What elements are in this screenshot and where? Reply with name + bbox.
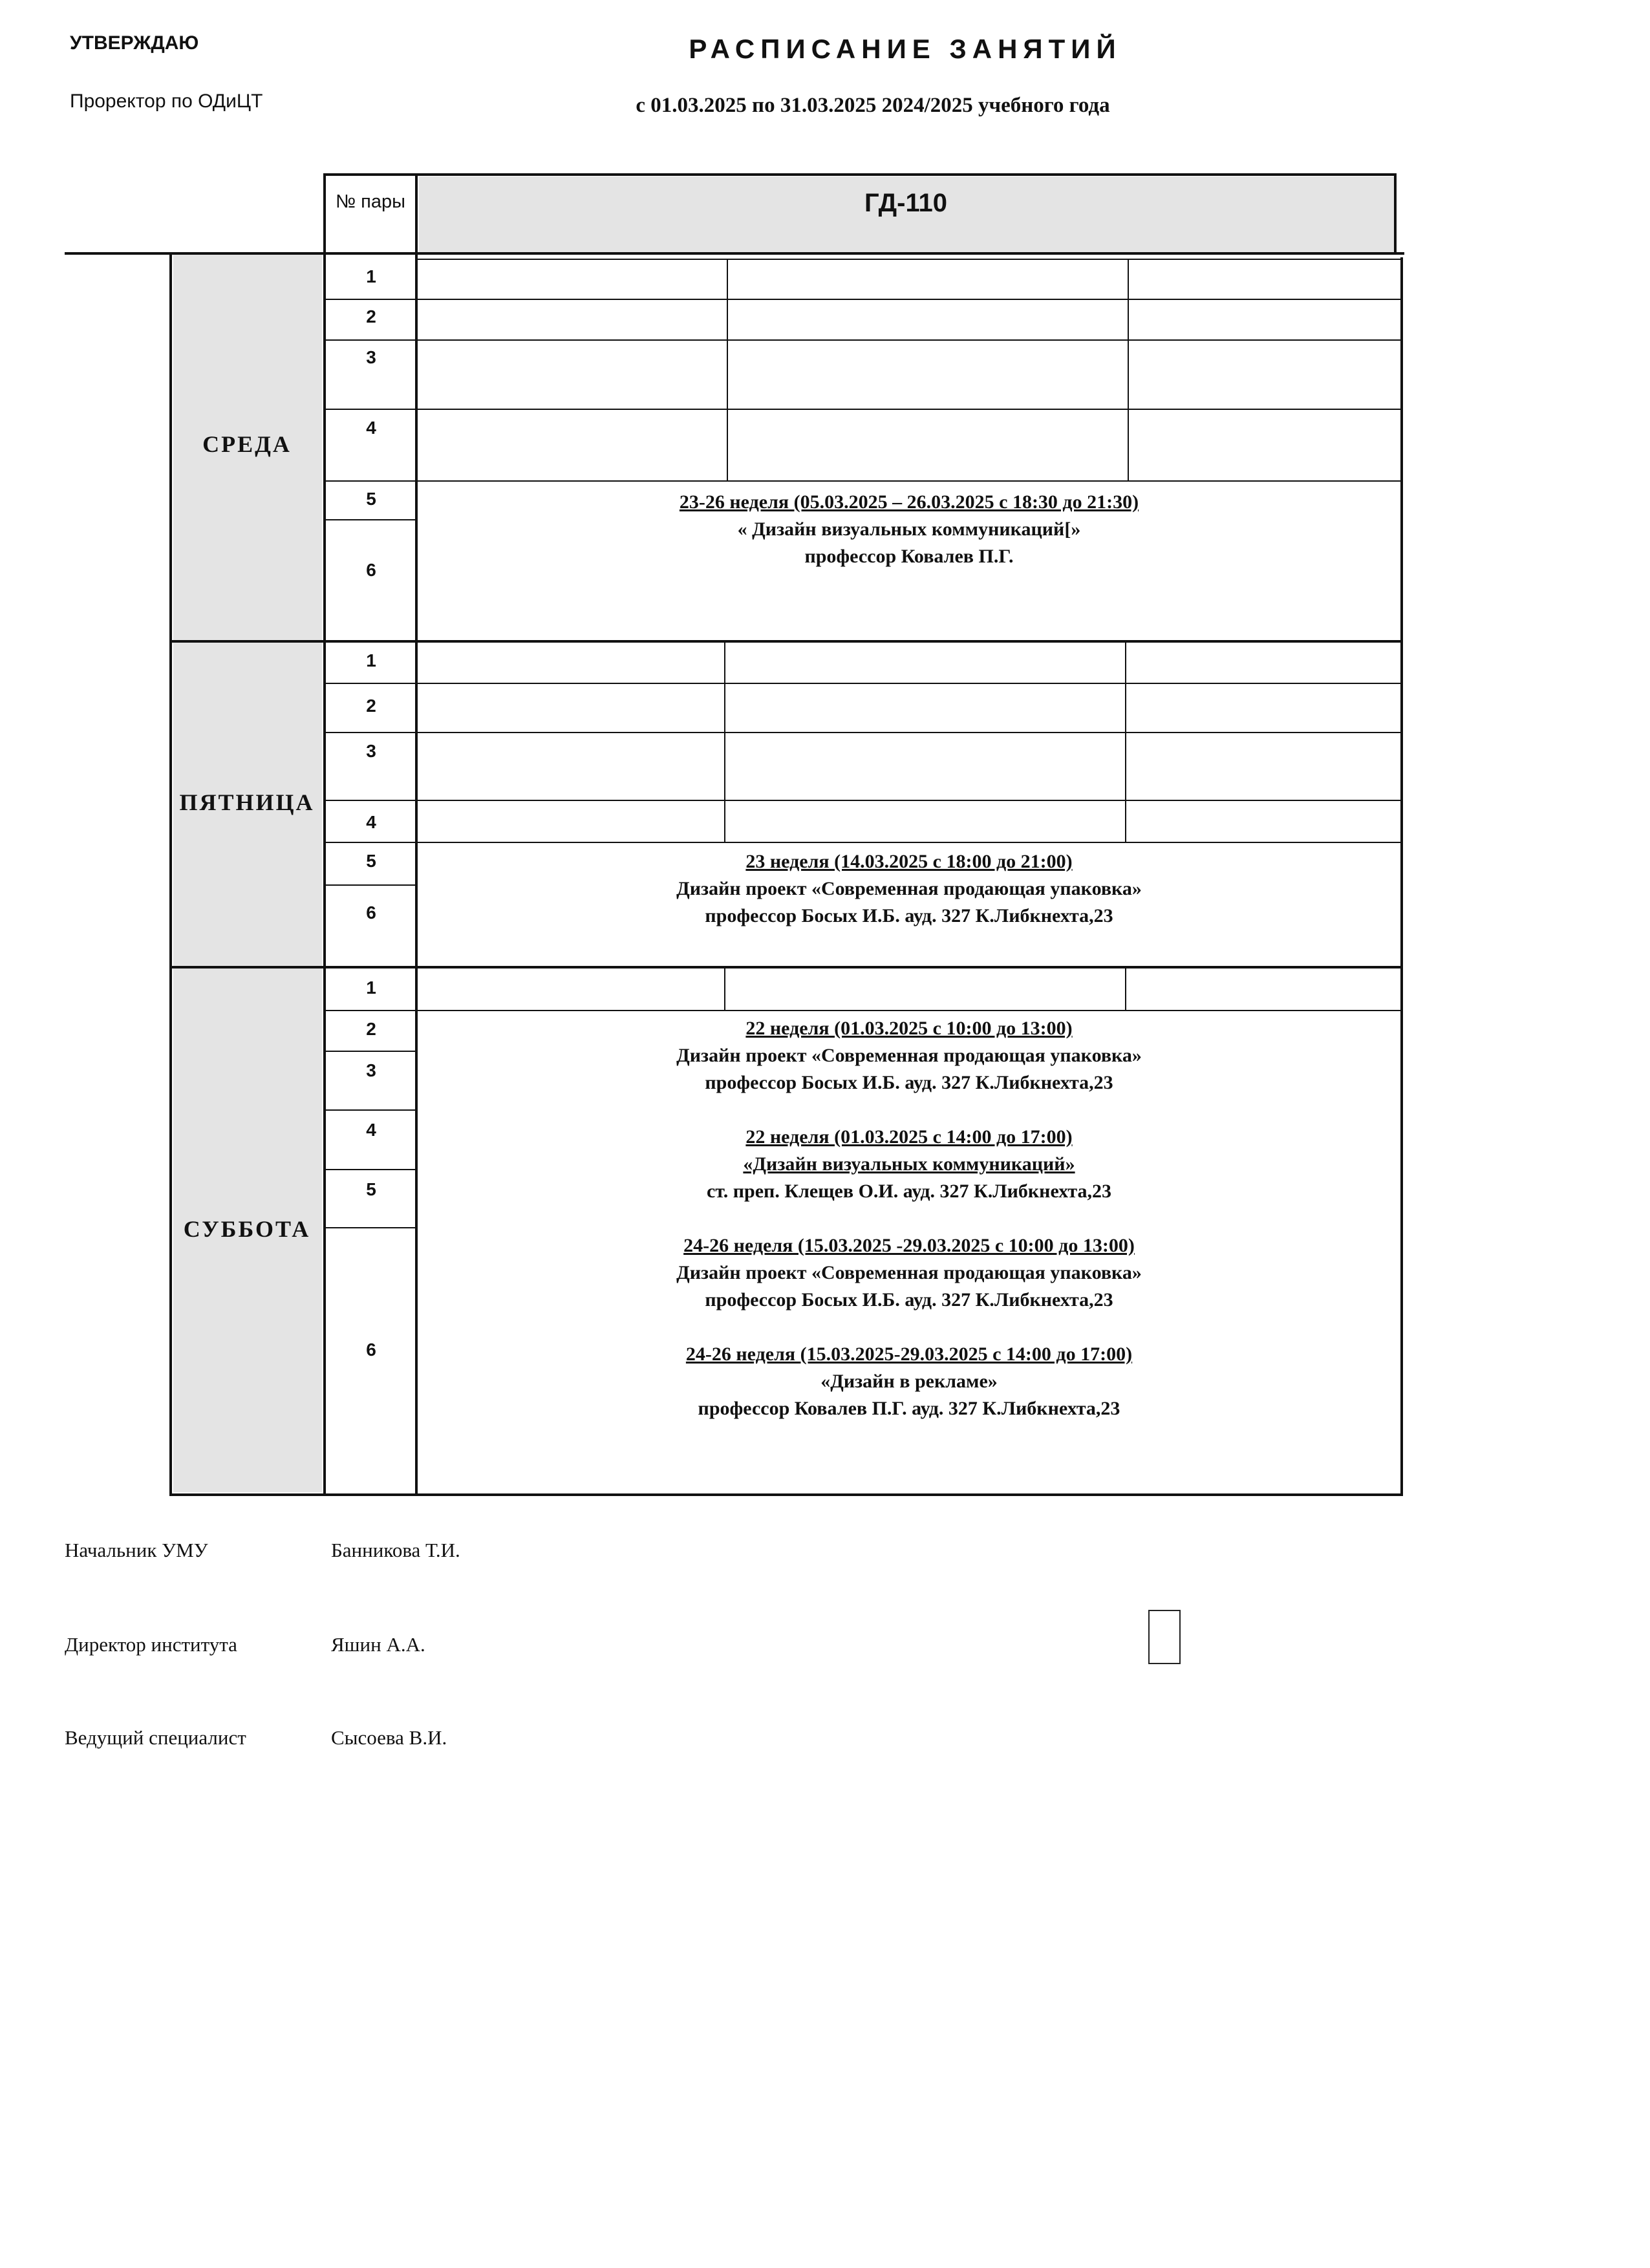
page-title: РАСПИСАНИЕ ЗАНЯТИЙ bbox=[689, 34, 1122, 64]
class-weeks: 22 неделя (01.03.2025 с 10:00 до 13:00) bbox=[745, 1018, 1073, 1039]
table-rule bbox=[323, 339, 1402, 341]
class-teacher: профессор Босых И.Б. ауд. 327 К.Либкнехта,23 bbox=[705, 1072, 1113, 1093]
class-subject: Дизайн проект «Современная продающая упаковка» bbox=[676, 1262, 1142, 1283]
pair-number: 3 bbox=[366, 347, 376, 367]
pair-number: 2 bbox=[366, 1019, 376, 1039]
pair-number: 6 bbox=[366, 1340, 376, 1360]
table-rule bbox=[323, 1010, 1402, 1011]
class-teacher: профессор Босых И.Б. ауд. 327 К.Либкнехта,23 bbox=[705, 1289, 1113, 1311]
table-rule bbox=[323, 480, 1402, 482]
table-rule bbox=[323, 173, 326, 1496]
pair-number: 4 bbox=[366, 418, 376, 438]
wednesday-class-block bbox=[418, 489, 1400, 570]
table-rule bbox=[1128, 259, 1129, 481]
table-rule bbox=[1394, 173, 1397, 255]
signature-role: Начальник УМУ bbox=[65, 1539, 208, 1561]
pair-number: 5 bbox=[366, 851, 376, 871]
approver-position: Проректор по ОДиЦТ bbox=[70, 91, 263, 112]
table-rule bbox=[415, 259, 1402, 260]
table-rule bbox=[323, 1169, 416, 1170]
pair-number: 1 bbox=[366, 266, 376, 286]
class-teacher: профессор Ковалев П.Г. ауд. 327 К.Либкнехта,23 bbox=[698, 1398, 1120, 1419]
class-weeks: 24-26 неделя (15.03.2025-29.03.2025 с 14:00 до 17:00) bbox=[685, 1343, 1133, 1365]
table-rule bbox=[1125, 643, 1126, 843]
class-weeks: 24-26 неделя (15.03.2025 -29.03.2025 с 10:00 до 13:00) bbox=[683, 1235, 1135, 1256]
class-subject: Дизайн проект «Современная продающая упаковка» bbox=[676, 878, 1142, 899]
group-name: ГД-110 bbox=[864, 189, 948, 217]
class-subject: «Дизайн в рекламе» bbox=[820, 1371, 998, 1392]
friday-class-block bbox=[418, 848, 1400, 930]
pair-number: 1 bbox=[366, 978, 376, 998]
signature-name: Банникова Т.И. bbox=[331, 1539, 460, 1561]
class-subject: « Дизайн визуальных коммуникаций[» bbox=[737, 519, 1081, 540]
table-rule bbox=[169, 640, 1403, 643]
signature-name: Сысоева В.И. bbox=[331, 1726, 447, 1749]
table-rule bbox=[169, 966, 1403, 968]
class-teacher: ст. преп. Клещев О.И. ауд. 327 К.Либкнехта,23 bbox=[706, 1181, 1112, 1202]
class-subject: «Дизайн визуальных коммуникаций» bbox=[743, 1153, 1075, 1175]
pair-number: 5 bbox=[366, 1179, 376, 1199]
table-rule bbox=[1400, 257, 1403, 1496]
table-rule bbox=[323, 800, 1402, 801]
table-rule bbox=[65, 252, 1404, 255]
class-teacher: профессор Босых И.Б. ауд. 327 К.Либкнехта,23 bbox=[705, 905, 1113, 926]
table-rule bbox=[323, 842, 1402, 843]
table-rule bbox=[323, 1109, 416, 1111]
class-weeks: 22 неделя (01.03.2025 с 14:00 до 17:00) bbox=[745, 1126, 1073, 1148]
signature-name: Яшин А.А. bbox=[331, 1633, 425, 1656]
table-rule bbox=[323, 1051, 416, 1052]
day-saturday: СУББОТА bbox=[183, 1216, 311, 1242]
table-rule bbox=[323, 409, 1402, 410]
table-rule bbox=[323, 299, 1402, 300]
table-rule bbox=[169, 1493, 1403, 1496]
table-rule bbox=[1125, 968, 1126, 1010]
class-weeks: 23 неделя (14.03.2025 с 18:00 до 21:00) bbox=[745, 851, 1073, 872]
table-rule bbox=[724, 968, 725, 1010]
pair-number: 4 bbox=[366, 812, 376, 832]
pair-number: 3 bbox=[366, 741, 376, 761]
table-rule bbox=[724, 643, 725, 843]
table-rule bbox=[323, 519, 416, 520]
pair-number: 6 bbox=[366, 903, 376, 923]
signature-role: Ведущий специалист bbox=[65, 1726, 246, 1749]
table-rule bbox=[727, 259, 728, 481]
pair-number: 3 bbox=[366, 1060, 376, 1080]
approval-label: УТВЕРЖДАЮ bbox=[70, 32, 199, 54]
saturday-class-block bbox=[418, 1015, 1400, 1422]
pair-number-header: № пары bbox=[336, 191, 405, 212]
class-teacher: профессор Ковалев П.Г. bbox=[804, 546, 1014, 567]
pair-number: 5 bbox=[366, 489, 376, 509]
stamp-box bbox=[1148, 1610, 1181, 1664]
day-friday: ПЯТНИЦА bbox=[179, 789, 315, 815]
table-rule bbox=[323, 884, 416, 886]
class-weeks: 23-26 неделя (05.03.2025 – 26.03.2025 с 18:30 до 21:30) bbox=[679, 491, 1139, 513]
pair-number: 1 bbox=[366, 650, 376, 670]
table-rule bbox=[323, 732, 1402, 733]
pair-number: 2 bbox=[366, 306, 376, 326]
table-rule bbox=[323, 173, 1397, 176]
class-subject: Дизайн проект «Современная продающая упаковка» bbox=[676, 1045, 1142, 1066]
day-wednesday: СРЕДА bbox=[202, 431, 292, 457]
pair-number: 6 bbox=[366, 560, 376, 580]
table-rule bbox=[323, 1227, 416, 1228]
pair-number: 2 bbox=[366, 696, 376, 716]
pair-number: 4 bbox=[366, 1120, 376, 1140]
schedule-period: с 01.03.2025 по 31.03.2025 2024/2025 учебного года bbox=[636, 94, 1110, 117]
signature-role: Директор института bbox=[65, 1633, 237, 1656]
table-rule bbox=[323, 683, 1402, 684]
